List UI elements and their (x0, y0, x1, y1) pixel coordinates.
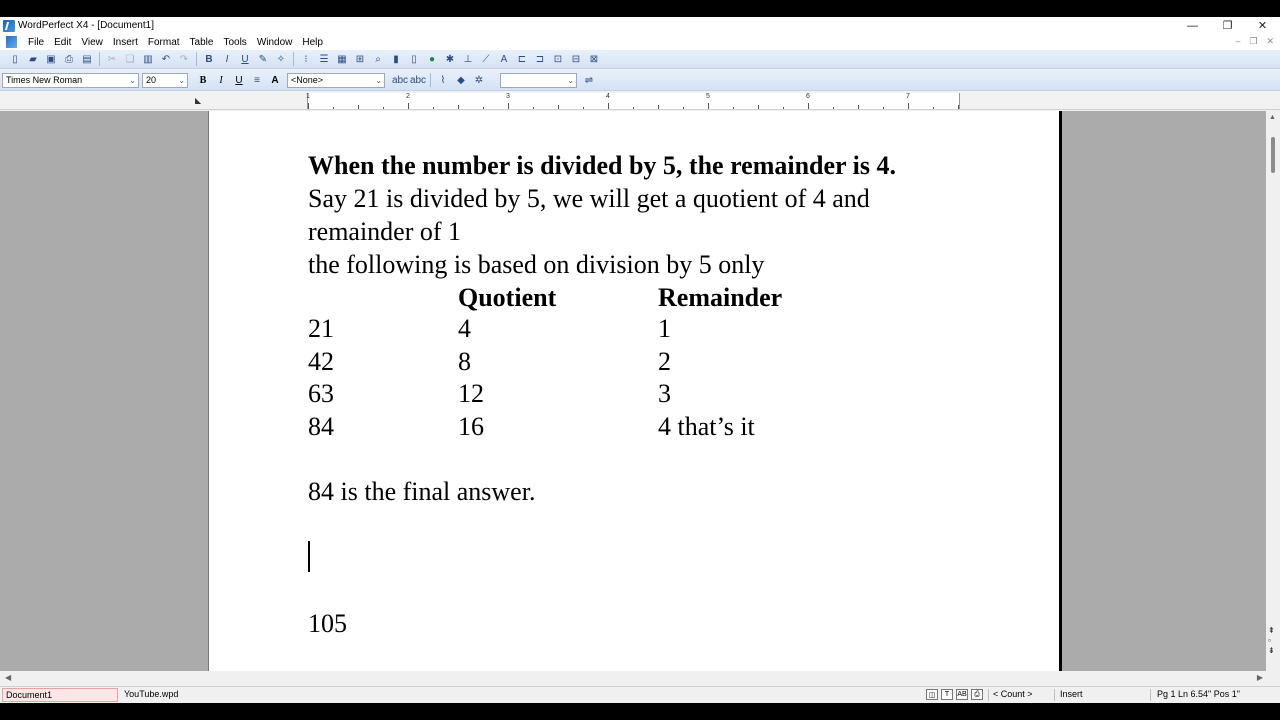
quotient-header: Quotient (458, 283, 557, 312)
application-bar (0, 686, 1280, 703)
ruler-tick (483, 107, 484, 109)
menu-help[interactable]: Help (302, 36, 323, 48)
font-face-value: Times New Roman (6, 75, 83, 85)
row-remainder: 3 (658, 379, 671, 408)
style-value: <None> (291, 75, 324, 85)
draw-line-icon[interactable]: ⟋ (482, 53, 490, 65)
ruler-number: 1 (306, 93, 310, 100)
document-body[interactable] (308, 149, 988, 640)
chevron-down-icon: ⌄ (567, 75, 574, 85)
document-tab-active[interactable]: Document1 (2, 688, 118, 702)
table-header-row (308, 281, 988, 312)
drop-shadow-icon[interactable]: ✲ (474, 74, 484, 86)
macro-icon[interactable]: ⊟ (571, 53, 581, 65)
remainder-header: Remainder (658, 283, 783, 312)
font-color-icon[interactable]: A (271, 74, 279, 86)
ruler-tick (433, 107, 434, 109)
empty-line (308, 442, 988, 475)
bottom-black-border (0, 703, 1280, 720)
printer-status-icon[interactable]: ⎙ (971, 689, 983, 700)
menu-format[interactable]: Format (147, 36, 180, 48)
ruler[interactable] (307, 93, 960, 109)
scrollbar-corner (1266, 671, 1280, 685)
ruler-tick (608, 103, 609, 109)
ruler-tick (658, 105, 659, 109)
save-icon[interactable]: ▣ (46, 53, 56, 65)
vertical-scrollbar[interactable] (1266, 111, 1280, 671)
ruler-tick (558, 105, 559, 109)
ruler-tick (583, 107, 584, 109)
highlight-icon[interactable]: ✎ (258, 53, 268, 65)
columns-icon[interactable]: ▯ (411, 53, 417, 65)
document-workspace (0, 111, 1266, 671)
underline-button[interactable]: U (235, 74, 243, 86)
menu-bar (0, 34, 1280, 50)
ruler-tick (833, 107, 834, 109)
window-title: WordPerfect X4 - [Document1] (18, 20, 154, 31)
ruler-tick (358, 105, 359, 109)
status-separator (1054, 689, 1055, 701)
zoom-icon[interactable]: ⌕ (375, 53, 381, 65)
chevron-down-icon: ⌄ (129, 75, 136, 85)
row-number: 42 (308, 346, 334, 376)
ruler-number: 4 (606, 93, 610, 100)
property-bar (0, 70, 1280, 91)
caps-icon[interactable]: AB (957, 691, 967, 698)
wizard-icon[interactable]: ✧ (276, 53, 286, 65)
chevron-down-icon: ⌄ (375, 75, 382, 85)
status-separator (988, 689, 989, 701)
quickformat-icon[interactable]: ⇌ (584, 74, 594, 86)
zoom-page-icon[interactable]: ⊞ (355, 53, 365, 65)
open-folder-icon[interactable]: ▰ (29, 53, 37, 65)
new-document-icon[interactable]: ▯ (12, 53, 18, 65)
paste-icon[interactable]: ▥ (143, 53, 153, 65)
ruler-tick (408, 103, 409, 109)
chart-icon[interactable]: ▮ (393, 53, 399, 65)
scroll-up-icon[interactable]: ▲ (1269, 114, 1276, 121)
text-line-2: remainder of 1 (308, 217, 462, 246)
row-quotient: 12 (458, 379, 484, 408)
font-size-value: 20 (146, 75, 157, 85)
text-caret (308, 541, 310, 572)
next-page-icon[interactable]: ⇟ (1268, 646, 1275, 655)
minimize-button[interactable]: — (1187, 19, 1198, 32)
blank-dropdown[interactable] (500, 73, 577, 88)
ruler-tick (858, 105, 859, 109)
row-quotient: 4 (458, 314, 471, 343)
ruler-bar (0, 92, 1280, 110)
ruler-tick (808, 103, 809, 109)
copy-icon[interactable]: ❏ (125, 53, 135, 65)
status-separator (1150, 689, 1151, 701)
cut-icon[interactable]: ✂ (107, 53, 117, 65)
font-size-dropdown[interactable] (142, 73, 188, 88)
options-icon[interactable]: ⊠ (589, 53, 599, 65)
menu-edit[interactable]: Edit (54, 36, 72, 48)
menu-view[interactable]: View (81, 36, 103, 48)
browse-buttons (1268, 626, 1275, 656)
ruler-number: 2 (406, 93, 410, 100)
menu-table[interactable]: Table (189, 36, 214, 48)
redo-icon[interactable]: ↷ (179, 53, 189, 65)
graphics-icon[interactable]: ⊏ (517, 53, 527, 65)
ruler-tick (708, 103, 709, 109)
symbols-icon[interactable]: ✱ (445, 53, 455, 65)
grammar-check-icon[interactable]: abc (409, 74, 427, 86)
empty-line (308, 541, 988, 574)
ruler-tick (508, 103, 509, 109)
document-window-controls (1235, 36, 1274, 47)
document-icon[interactable] (6, 36, 17, 48)
chevron-down-icon: ⌄ (178, 75, 185, 85)
doc-restore-icon[interactable]: ❐ (1249, 36, 1258, 46)
ruler-corner-icon[interactable]: ◣ (195, 96, 202, 105)
graph-icon[interactable]: ⊥ (463, 53, 473, 65)
cursor-position-indicator[interactable]: Pg 1 Ln 6.54" Pos 1" (1157, 689, 1240, 699)
trailing-line: 105 (308, 609, 347, 638)
document-tab[interactable]: YouTube.wpd (124, 689, 179, 699)
ruler-tick (333, 107, 334, 109)
row-quotient: 8 (458, 346, 471, 376)
italic-button[interactable]: I (219, 74, 223, 86)
empty-line (308, 508, 988, 541)
previous-page-icon[interactable]: ⇞ (1268, 626, 1275, 635)
globe-icon[interactable]: ● (428, 53, 436, 65)
menu-insert[interactable]: Insert (112, 36, 138, 48)
style-dropdown[interactable] (287, 73, 385, 88)
ruler-tick (308, 103, 309, 109)
scroll-left-icon[interactable]: ◀ (5, 673, 12, 682)
window-controls (1175, 17, 1280, 34)
line-style-icon[interactable]: ⌇ (440, 74, 446, 86)
insert-mode-indicator[interactable]: Insert (1060, 689, 1083, 699)
ruler-number: 3 (506, 93, 510, 100)
text-line-3: the following is based on division by 5 only (308, 250, 765, 279)
ruler-tick (958, 105, 959, 109)
vertical-scroll-thumb[interactable] (1271, 137, 1275, 173)
ruler-tick (933, 107, 934, 109)
italic-toolbar-icon[interactable]: I (225, 53, 229, 65)
table-row (308, 345, 988, 378)
print-preview-icon[interactable]: ▤ (82, 53, 92, 65)
fill-icon[interactable]: ◆ (457, 74, 465, 86)
row-remainder: 4 that’s it (658, 411, 755, 441)
top-black-border (0, 0, 1280, 17)
word-count-button[interactable]: < Count > (993, 689, 1033, 699)
bold-toolbar-icon[interactable]: B (205, 53, 213, 65)
table-row (308, 377, 988, 410)
heading-line: When the number is divided by 5, the remainder is 4. (308, 151, 896, 180)
answer-line: 84 is the final answer. (308, 477, 536, 506)
table-icon[interactable]: ▦ (337, 53, 347, 65)
ruler-tick (683, 107, 684, 109)
shapes-icon[interactable]: ⊡ (553, 53, 563, 65)
ruler-number: 5 (706, 93, 710, 100)
text-mode-icon[interactable]: T (941, 689, 953, 700)
menu-window[interactable]: Window (256, 36, 293, 48)
text-line-1: Say 21 is divided by 5, we will get a quotient of 4 and (308, 184, 870, 213)
shadow-cursor-icon[interactable]: ◫ (926, 689, 938, 700)
ruler-number: 6 (806, 93, 810, 100)
document-page[interactable] (208, 111, 1059, 671)
doc-close-icon[interactable]: ✕ (1266, 36, 1274, 46)
ruler-tick (733, 107, 734, 109)
spell-check-icon[interactable]: abc (391, 74, 409, 86)
ruler-tick (383, 107, 384, 109)
row-number: 21 (308, 314, 334, 343)
close-button[interactable]: ✕ (1257, 20, 1268, 32)
menu-file[interactable]: File (28, 36, 45, 48)
bold-button[interactable]: B (199, 74, 207, 86)
list-icon[interactable]: ☰ (319, 53, 329, 65)
row-quotient: 16 (458, 411, 484, 441)
bullets-icon[interactable]: ⁝ (304, 53, 308, 65)
justify-icon[interactable]: ≡ (254, 74, 260, 86)
scroll-right-icon[interactable]: ▶ (1256, 673, 1263, 682)
textart-icon[interactable]: A (500, 53, 508, 65)
restore-button[interactable]: ❐ (1222, 20, 1233, 32)
page-shadow (1059, 111, 1062, 671)
menu-tools[interactable]: Tools (223, 36, 247, 48)
horizontal-scrollbar[interactable] (0, 671, 1266, 685)
print-icon[interactable]: ⎙ (65, 53, 73, 65)
ruler-tick (458, 105, 459, 109)
row-remainder: 1 (658, 314, 671, 343)
status-icons (926, 689, 983, 700)
doc-minimize-icon[interactable]: – (1235, 36, 1241, 46)
browse-by-icon[interactable]: ▫ (1268, 636, 1271, 645)
empty-line (308, 574, 988, 607)
wordperfect-app-icon[interactable] (3, 20, 15, 32)
undo-icon[interactable]: ↶ (161, 53, 171, 65)
row-number: 63 (308, 379, 334, 408)
main-toolbar (0, 50, 1280, 69)
underline-toolbar-icon[interactable]: U (241, 53, 249, 65)
row-remainder: 2 (658, 346, 671, 376)
ruler-tick (633, 107, 634, 109)
ruler-tick (783, 107, 784, 109)
title-bar (0, 17, 1280, 34)
ruler-tick (758, 105, 759, 109)
ruler-tick (883, 107, 884, 109)
table-row (308, 410, 988, 443)
ruler-tick (908, 103, 909, 109)
font-face-dropdown[interactable] (2, 73, 139, 88)
ruler-number: 7 (906, 93, 910, 100)
table-row (308, 312, 988, 345)
ruler-tick (533, 107, 534, 109)
textbox-icon[interactable]: ⊐ (535, 53, 545, 65)
row-number: 84 (308, 411, 334, 441)
